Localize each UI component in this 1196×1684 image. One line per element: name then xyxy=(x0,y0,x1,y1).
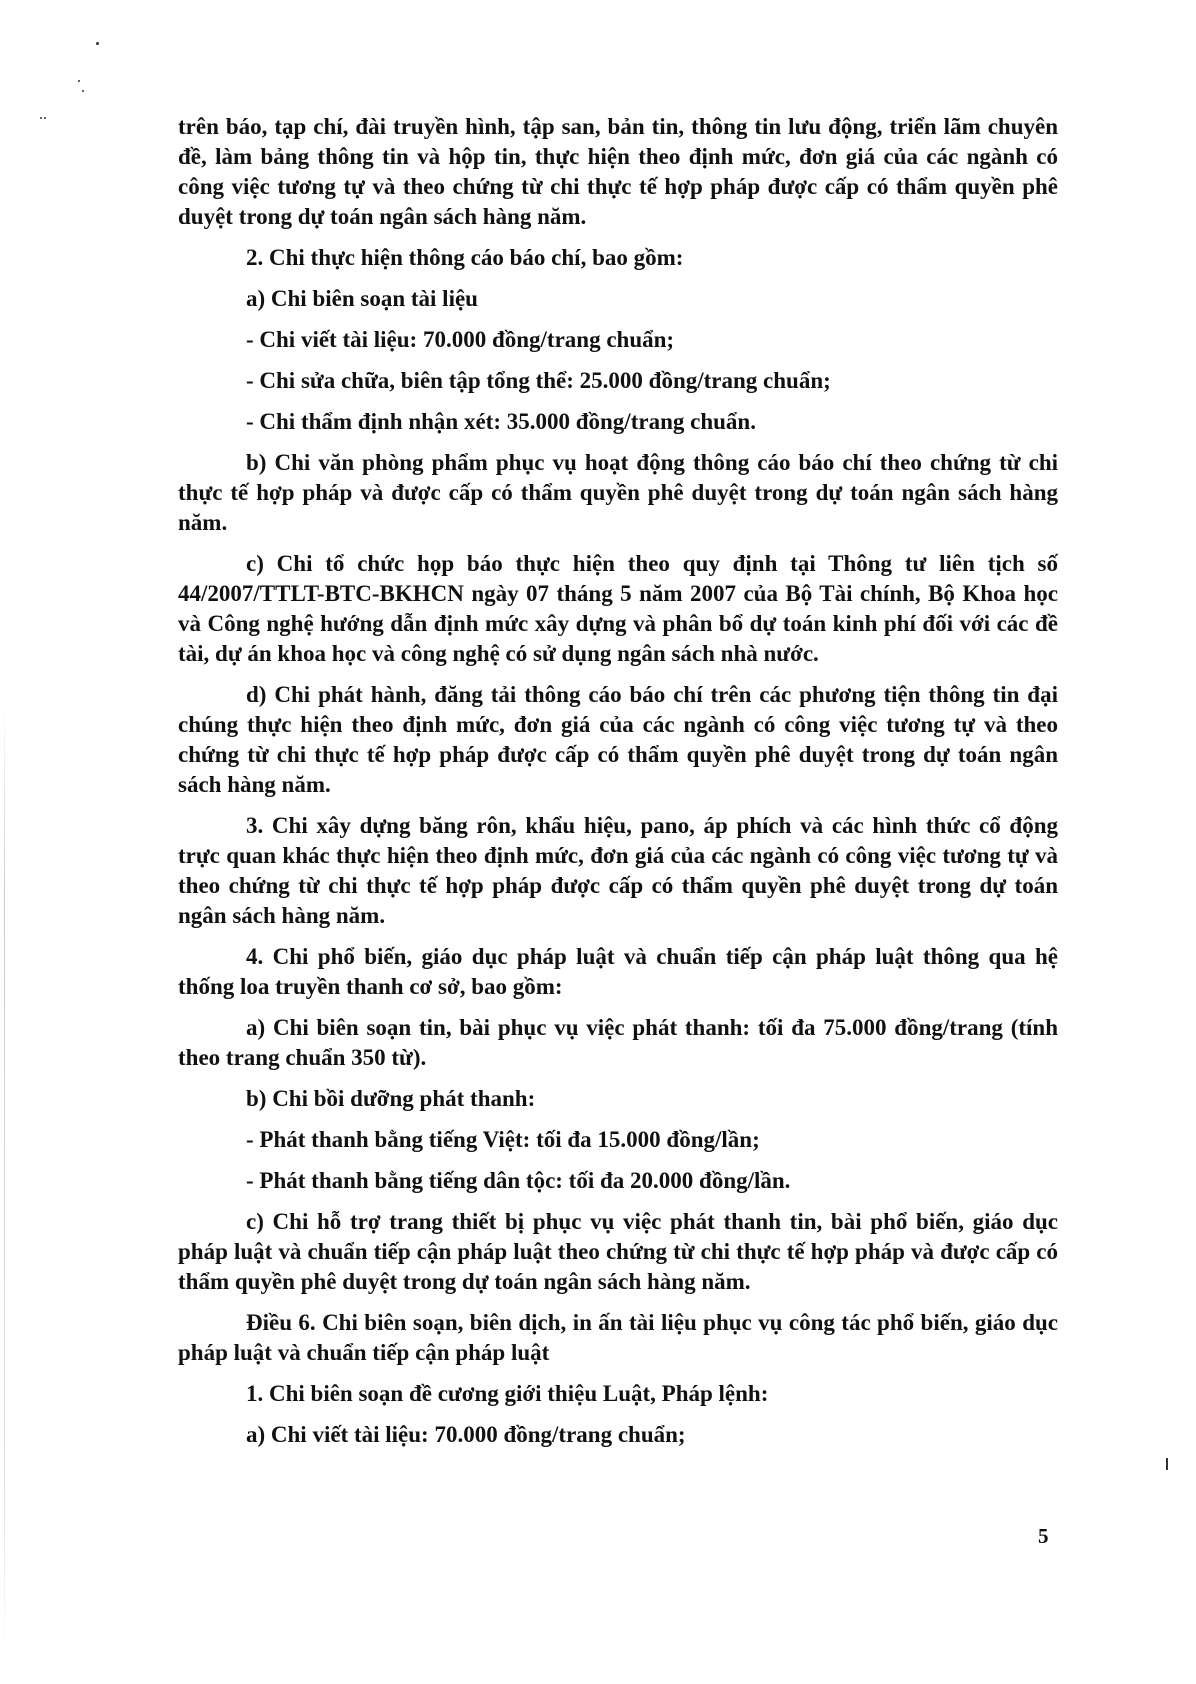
list-item: a) Chi viết tài liệu: 70.000 đồng/trang chuẩn; xyxy=(246,1422,686,1447)
list-item: - Chi viết tài liệu: 70.000 đồng/trang chuẩn; xyxy=(246,327,675,352)
item-a-heading: a) Chi biên soạn tài liệu xyxy=(246,286,478,311)
scan-speck xyxy=(1166,1458,1168,1470)
clause-2-heading: 2. Chi thực hiện thông cáo báo chí, bao gồm: xyxy=(246,245,684,270)
clause-4-paragraph: 4. Chi phổ biến, giáo dục pháp luật và chuẩn tiếp cận pháp luật thông qua hệ thống loa truyền thanh cơ sở, bao gồm: xyxy=(178,944,1058,999)
list-item: - Phát thanh bằng tiếng Việt: tối đa 15.000 đồng/lần; xyxy=(246,1127,760,1152)
scan-edge xyxy=(4,700,5,1660)
clause-3-paragraph: 3. Chi xây dựng băng rôn, khẩu hiệu, pano, áp phích và các hình thức cổ động trực quan khác thực hiện theo định mức, đơn giá của các ngành có công việc tương tự và theo chứng từ chi thực tế hợp pháp được cấp có thẩm quyền phê duyệt trong dự toán ngân sách hàng năm. xyxy=(178,813,1058,928)
paragraph-continuation: trên báo, tạp chí, đài truyền hình, tập san, bản tin, thông tin lưu động, triển lãm chuyên đề, làm bảng thông tin và hộp tin, thực hiện theo định mức, đơn giá của các ngành có công việc tương tự và theo chứng từ chi thực tế hợp pháp được cấp có thẩm quyền phê duyệt trong dự toán ngân sách hàng năm. xyxy=(178,114,1058,229)
list-item: - Chi thẩm định nhận xét: 35.000 đồng/trang chuẩn. xyxy=(246,409,756,434)
scan-speck xyxy=(44,117,46,119)
item-a-paragraph: a) Chi biên soạn tin, bài phục vụ việc phát thanh: tối đa 75.000 đồng/trang (tính theo trang chuẩn 350 từ). xyxy=(178,1015,1058,1070)
item-b-heading: b) Chi bồi dưỡng phát thanh: xyxy=(246,1086,536,1111)
scan-speck xyxy=(40,117,42,119)
document-body xyxy=(178,112,1058,1461)
item-c-paragraph: c) Chi tổ chức họp báo thực hiện theo quy định tại Thông tư liên tịch số 44/2007/TTLT-BTC-BKHCN ngày 07 tháng 5 năm 2007 của Bộ Tài chính, Bộ Khoa học và Công nghệ hướng dẫn định mức xây dựng và phân bổ dự toán kinh phí đối với các đề tài, dự án khoa học và công nghệ có sử dụng ngân sách nhà nước. xyxy=(178,551,1058,666)
article-6-heading: Điều 6. Chi biên soạn, biên dịch, in ấn tài liệu phục vụ công tác phổ biến, giáo dục pháp luật và chuẩn tiếp cận pháp luật xyxy=(178,1310,1058,1365)
clause-1-heading: 1. Chi biên soạn đề cương giới thiệu Luật, Pháp lệnh: xyxy=(246,1381,769,1406)
item-c-paragraph: c) Chi hỗ trợ trang thiết bị phục vụ việc phát thanh tin, bài phổ biến, giáo dục pháp luật và chuẩn tiếp cận pháp luật theo chứng từ chi thực tế hợp pháp và được cấp có thẩm quyền phê duyệt trong dự toán ngân sách hàng năm. xyxy=(178,1209,1058,1294)
list-item: - Chi sửa chữa, biên tập tổng thể: 25.000 đồng/trang chuẩn; xyxy=(246,368,831,393)
scan-speck xyxy=(96,42,99,45)
item-b-paragraph: b) Chi văn phòng phẩm phục vụ hoạt động thông cáo báo chí theo chứng từ chi thực tế hợp pháp và được cấp có thẩm quyền phê duyệt trong dự toán ngân sách hàng năm. xyxy=(178,450,1058,535)
list-item: - Phát thanh bằng tiếng dân tộc: tối đa 20.000 đồng/lần. xyxy=(246,1168,791,1193)
scan-speck xyxy=(78,80,80,82)
item-d-paragraph: d) Chi phát hành, đăng tải thông cáo báo chí trên các phương tiện thông tin đại chúng thực hiện theo định mức, đơn giá của các ngành có công việc tương tự và theo chứng từ chi thực tế hợp pháp được cấp có thẩm quyền phê duyệt trong dự toán ngân sách hàng năm. xyxy=(178,682,1058,797)
page-number: 5 xyxy=(1038,1524,1049,1548)
scan-speck xyxy=(82,90,84,92)
